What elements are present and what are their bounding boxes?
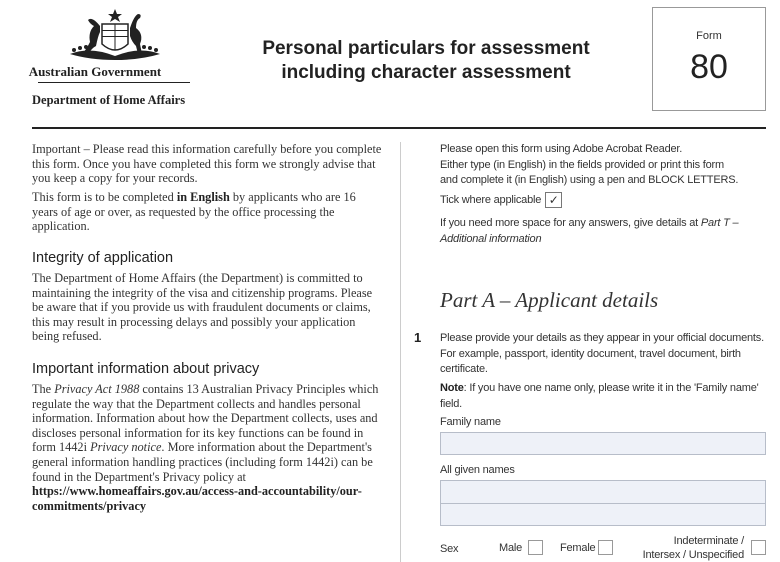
family-name-label: Family name	[440, 416, 501, 428]
part-a-heading: Part A – Applicant details	[440, 288, 659, 312]
privacy-heading: Important information about privacy	[32, 361, 260, 377]
sex-label: Sex	[440, 543, 459, 555]
tick-where-applicable	[440, 192, 562, 208]
given-names-input-line-1[interactable]	[440, 480, 766, 504]
government-name: Australian Government	[28, 64, 162, 79]
female-checkbox[interactable]	[598, 540, 613, 555]
privacy-text-1: The	[32, 382, 55, 396]
privacy-act-name: Privacy Act 1988	[54, 382, 140, 396]
intro-paragraph: Important – Please read this information carefully before you complete this form. Once you have completed this form we strongly advise that you keep a copy for your records.	[32, 142, 382, 186]
part-t-reference: Part T – Additional information	[440, 217, 739, 245]
instructions-block	[440, 142, 770, 189]
privacy-paragraph	[32, 382, 388, 513]
privacy-policy-link[interactable]: https://www.homeaffairs.gov.au/access-and-accountability/our-commitments/privacy	[32, 484, 362, 513]
page-title	[258, 37, 594, 85]
instructions-line-1: Please open this form using Adobe Acrobat Reader.	[440, 143, 683, 155]
integrity-heading: Integrity of application	[32, 250, 174, 266]
crest-icon	[30, 6, 200, 66]
note-label: Note	[440, 382, 464, 394]
form-number-box	[652, 7, 766, 111]
question-1-text: Please provide your details as they appear in your official documents. For example, passport, identity document, travel document, birth certificate.	[440, 332, 764, 375]
more-space-text: If you need more space for any answers, give details at	[440, 217, 701, 229]
english-text-post: by applicants who are 16 years of age or over, as requested by the office processing the application.	[32, 190, 356, 234]
english-text-bold: in English	[176, 190, 230, 204]
tick-example-box: ✓	[545, 192, 562, 208]
column-divider	[400, 142, 401, 562]
instructions-line-3: and complete it (in English) using a pen and BLOCK LETTERS.	[440, 174, 739, 186]
instructions-line-2: Either type (in English) in the fields provided or print this form	[440, 158, 724, 171]
indeterminate-checkbox[interactable]	[751, 540, 766, 555]
indeterminate-label-line-2: Intersex / Unspecified	[642, 549, 744, 561]
question-1-note	[440, 381, 766, 412]
note-text: : If you have one name only, please write it in the 'Family name' field.	[440, 382, 759, 410]
government-name-underline	[38, 82, 190, 83]
integrity-paragraph: The Department of Home Affairs (the Department) is committed to maintaining the integrity of the visa and citizenship programs. Please be aware that if you provide us with fraudulent documents or claims, this may result in processing delays and possibly your application being refused.	[32, 271, 373, 344]
male-checkbox[interactable]	[528, 540, 543, 555]
title-line-2: including character assessment	[281, 62, 571, 83]
title-line-1: Personal particulars for assessment	[262, 38, 590, 59]
form-number: 80	[690, 48, 728, 86]
form-label: Form	[696, 30, 722, 42]
header-divider	[32, 127, 766, 129]
male-label: Male	[499, 542, 523, 554]
privacy-text-3: . More information about the Department's general information handling practices (including form 1442i) can be found in the Department's Privacy policy at	[32, 440, 373, 484]
tick-label: Tick where applicable	[440, 193, 542, 206]
english-text-pre: This form is to be completed	[32, 190, 177, 204]
privacy-notice-name: Privacy notice	[90, 440, 162, 455]
english-paragraph	[32, 190, 384, 234]
family-name-input[interactable]	[440, 432, 766, 455]
question-number: 1	[414, 330, 422, 345]
female-label: Female	[560, 542, 596, 554]
department-name: Department of Home Affairs	[32, 93, 186, 107]
given-names-label: All given names	[440, 464, 515, 476]
indeterminate-label-line-1: Indeterminate /	[673, 535, 744, 547]
privacy-text-2: contains 13 Australian Privacy Principles which regulate the way that the Department collects and handles personal information. Information about how the Department collects, uses and discloses personal information for its key functions can be found in form 1442i	[32, 382, 379, 455]
more-space-note	[440, 216, 740, 247]
indeterminate-label	[630, 534, 744, 562]
given-names-input-line-2[interactable]	[440, 503, 766, 526]
